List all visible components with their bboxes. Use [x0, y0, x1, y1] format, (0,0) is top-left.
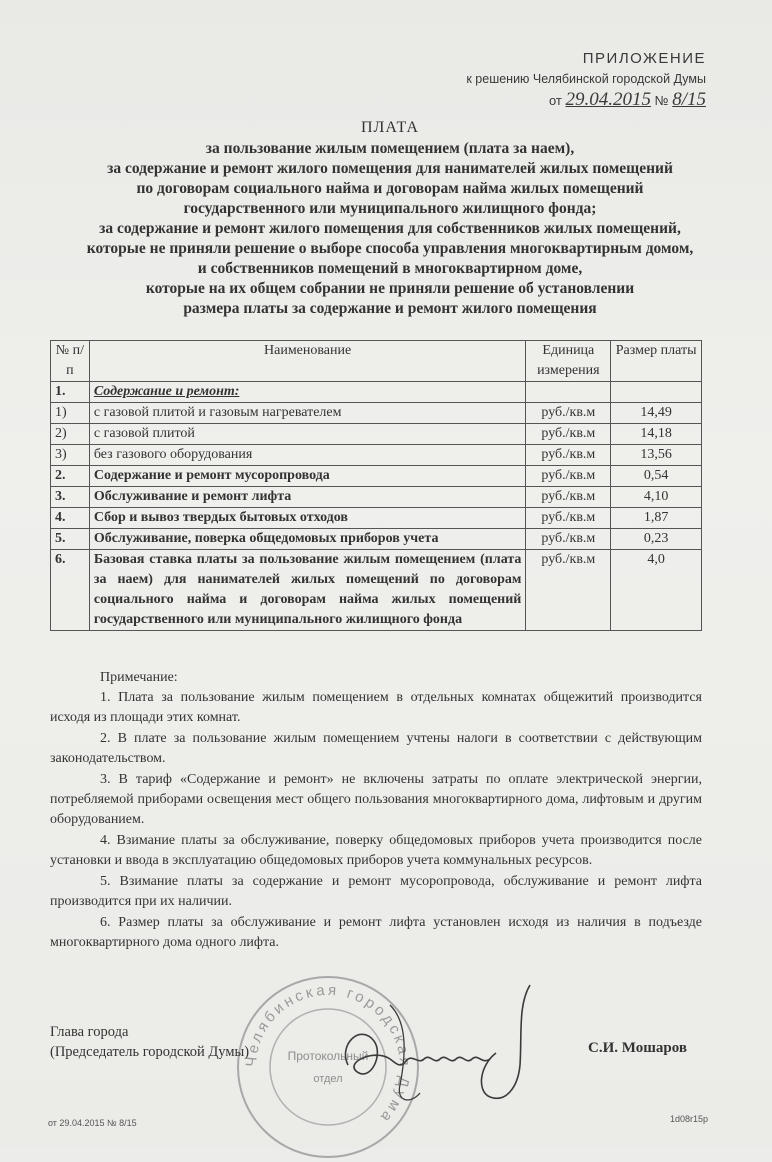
- heading-line: за содержание и ремонт жилого помещения для собственников жилых помещений,: [99, 220, 681, 237]
- appendix-title: ПРИЛОЖЕНИЕ: [582, 50, 706, 67]
- table-row: [51, 487, 702, 508]
- appendix-date-line: [466, 88, 706, 113]
- row-value: 0,23: [611, 529, 702, 550]
- row-unit: руб./кв.м: [526, 529, 611, 550]
- heading-line: которые не приняли решение о выборе способа управления многоквартирным домом,: [86, 240, 694, 257]
- row-num: 2): [51, 424, 90, 445]
- row-unit: руб./кв.м: [526, 508, 611, 529]
- appendix-number: 8/15: [672, 89, 706, 110]
- appendix-decision-line: к решению Челябинской городской Думы: [466, 72, 706, 86]
- row-name: Обслуживание, поверка общедомовых приборов учета: [89, 529, 526, 550]
- row-unit: руб./кв.м: [526, 424, 611, 445]
- appendix-date: 29.04.2015: [565, 89, 652, 110]
- note-item: 4. Взимание платы за обслуживание, поверку общедомовых приборов учета производится после установки и ввода в эксплуатацию общедомовых приборов учета коммунальных ресурсов.: [50, 833, 702, 868]
- row-name: Содержание и ремонт мусоропровода: [89, 466, 526, 487]
- appendix-block: [466, 48, 706, 113]
- heading-line: за содержание и ремонт жилого помещения для нанимателей жилых помещений: [107, 160, 673, 177]
- row-value: 0,54: [611, 466, 702, 487]
- footer-code: 1d08r15p: [670, 1114, 709, 1124]
- table-row: [51, 550, 702, 631]
- table-row: [51, 445, 702, 466]
- position-line2: (Председатель городской Думы): [50, 1044, 250, 1060]
- row-value: 14,18: [611, 424, 702, 445]
- footer-reference: от 29.04.2015 № 8/15: [48, 1118, 137, 1128]
- heading-line: размера платы за содержание и ремонт жилого помещения: [183, 300, 597, 317]
- row-name: Обслуживание и ремонт лифта: [89, 487, 526, 508]
- heading-line: за пользование жилым помещением (плата за наем),: [205, 140, 575, 157]
- row-name: без газового оборудования: [89, 445, 526, 466]
- table-row: [51, 466, 702, 487]
- table-row: [51, 508, 702, 529]
- fee-table: [50, 340, 702, 631]
- note-item: 2. В плате за пользование жилым помещением учтены налоги в соответствии с действующим законодательством.: [50, 731, 702, 766]
- header-value: Размер платы: [611, 341, 702, 382]
- table-row: [51, 424, 702, 445]
- notes-title: Примечание:: [100, 670, 178, 685]
- row-value: 13,56: [611, 445, 702, 466]
- stamp-center-line2: отдел: [313, 1073, 343, 1085]
- heading-line: по договорам социального найма и договорам найма жилых помещений: [136, 180, 644, 197]
- row-unit: руб./кв.м: [526, 466, 611, 487]
- note-item: 1. Плата за пользование жилым помещением в отдельных комнатах общежитий производится исходя из площади этих комнат.: [50, 690, 702, 725]
- position-line1: Глава города: [50, 1024, 129, 1040]
- row-value: 4,10: [611, 487, 702, 508]
- document-title: ПЛАТА: [360, 119, 420, 136]
- row-value: 1,87: [611, 508, 702, 529]
- signatory-position: [50, 1022, 249, 1062]
- row-num: 4.: [51, 508, 90, 529]
- heading-line: и собственников помещений в многоквартирном доме,: [197, 260, 583, 277]
- row-name: Содержание и ремонт:: [89, 382, 526, 403]
- stamp-ring-text: Челябинская городская Дума: [242, 981, 414, 1128]
- row-value: [611, 382, 702, 403]
- row-unit: руб./кв.м: [526, 550, 611, 631]
- number-prefix: №: [654, 93, 669, 108]
- row-name: с газовой плитой: [89, 424, 526, 445]
- row-num: 1): [51, 403, 90, 424]
- row-unit: [526, 382, 611, 403]
- row-num: 5.: [51, 529, 90, 550]
- row-unit: руб./кв.м: [526, 445, 611, 466]
- header-num: № п/п: [51, 341, 90, 382]
- row-value: 14,49: [611, 403, 702, 424]
- table-row: [51, 382, 702, 403]
- note-item: 6. Размер платы за обслуживание и ремонт лифта установлен исходя из наличия в подъезде многоквартирного дома одного лифта.: [50, 915, 702, 950]
- header-name: Наименование: [89, 341, 526, 382]
- table-row: [51, 529, 702, 550]
- row-name: с газовой плитой и газовым нагревателем: [89, 403, 526, 424]
- row-name: Базовая ставка платы за пользование жилым помещением (плата за наем) для нанимателей жилых помещений по договорам социального найма и договорам найма жилых помещений государственного или муниципального жилищного фонда: [89, 550, 526, 631]
- row-name: Сбор и вывоз твердых бытовых отходов: [89, 508, 526, 529]
- notes-block: [50, 668, 702, 954]
- row-unit: руб./кв.м: [526, 403, 611, 424]
- handwritten-signature: [330, 975, 550, 1115]
- header-unit: Единица измерения: [526, 341, 611, 382]
- date-prefix: от: [548, 93, 562, 108]
- note-item: 3. В тариф «Содержание и ремонт» не включены затраты по оплате электрической энергии, потребляемой приборами освещения мест общего пользования многоквартирного дома, лифтовым и другим оборудованием.: [50, 772, 702, 827]
- note-item: 5. Взимание платы за содержание и ремонт мусоропровода, обслуживание и ремонт лифта производится при их наличии.: [50, 874, 702, 909]
- heading-line: которые на их общем собрании не приняли решение об установлении: [145, 280, 635, 297]
- row-num: 6.: [51, 550, 90, 631]
- row-num: 2.: [51, 466, 90, 487]
- heading-line: государственного или муниципального жилищного фонда;: [183, 200, 597, 217]
- table-row: [51, 403, 702, 424]
- table-header-row: [51, 341, 702, 382]
- row-unit: руб./кв.м: [526, 487, 611, 508]
- row-value: 4,0: [611, 550, 702, 631]
- row-num: 1.: [51, 382, 90, 403]
- stamp-center-line1: Протокольный: [287, 1049, 369, 1063]
- row-num: 3.: [51, 487, 90, 508]
- row-num: 3): [51, 445, 90, 466]
- document-heading: [30, 118, 750, 319]
- signatory-name: С.И. Мошаров: [588, 1040, 687, 1056]
